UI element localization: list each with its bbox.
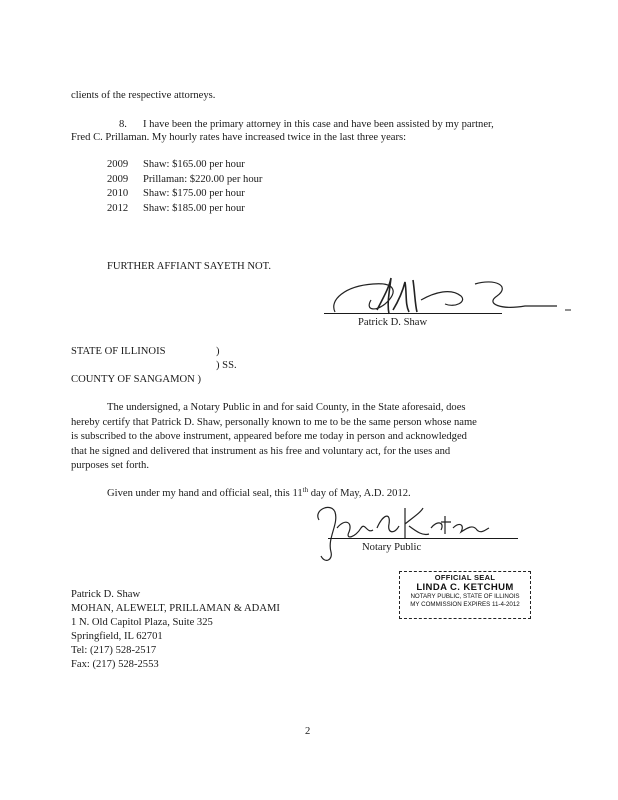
seal-title: OFFICIAL SEAL [434,573,496,582]
affiant-name: Patrick D. Shaw [358,317,428,328]
rate-year: 2009 [107,174,129,185]
venue-ss: ) SS. [216,360,237,371]
notary-text-line-5: purposes set forth. [71,460,149,471]
given-suffix: day of May, A.D. 2012. [308,488,411,499]
rate-text: Prillaman: $220.00 per hour [143,174,263,185]
rate-row [107,158,245,171]
notary-text-line-4: that he signed and delivered that instrument as his free and voluntary act, for the uses and [71,446,451,457]
contact-telephone: Tel: (217) 528-2517 [71,645,157,656]
seal-commission: MY COMMISSION EXPIRES 11-4-2012 [410,601,520,608]
contact-firm: MOHAN, ALEWELT, PRILLAMAN & ADAMI [71,603,280,614]
notary-text-line-1: The undersigned, a Notary Public in and for said County, in the State aforesaid, does [107,402,466,413]
rate-text: Shaw: $185.00 per hour [143,203,245,214]
venue-county: COUNTY OF SANGAMON ) [71,374,201,385]
rate-text: Shaw: $165.00 per hour [143,159,245,170]
paragraph-number: 8. [119,119,127,130]
seal-state: NOTARY PUBLIC, STATE OF ILLINOIS [410,593,520,600]
rate-row [107,187,245,200]
notary-text-line-3: is subscribed to the above instrument, appeared before me today in person and acknowledged [71,431,467,442]
rate-year: 2012 [107,203,129,214]
notary-public-label: Notary Public [362,542,422,553]
rate-year: 2009 [107,159,129,170]
contact-address-line-1: 1 N. Old Capitol Plaza, Suite 325 [71,617,213,628]
given-prefix: Given under my hand and official seal, this [107,488,293,499]
further-affiant-statement: FURTHER AFFIANT SAYETH NOT. [107,261,271,272]
notary-signature-line [328,538,518,539]
rate-text: Shaw: $175.00 per hour [143,188,245,199]
contact-address-line-2: Springfield, IL 62701 [71,631,163,642]
notary-signature [305,498,495,570]
affiant-signature-line [324,313,502,314]
notary-text-line-2: hereby certify that Patrick D. Shaw, personally known to me to be the same person whose name [71,417,477,428]
given-day: 11 [292,488,303,499]
contact-name: Patrick D. Shaw [71,589,141,600]
given-day-suffix: th [302,486,309,494]
rate-year: 2010 [107,188,129,199]
continuation-text: clients of the respective attorneys. [71,90,216,101]
venue-state: STATE OF ILLINOIS [71,346,166,357]
official-seal-stamp [399,571,531,619]
paragraph-8-line-2: Fred C. Prillaman. My hourly rates have increased twice in the last three years: [71,132,407,143]
contact-fax: Fax: (217) 528-2553 [71,659,159,670]
seal-notary-name: LINDA C. KETCHUM [416,582,514,593]
rate-row [107,173,262,186]
venue-paren: ) [216,346,220,357]
page-number: 2 [305,726,311,737]
rate-row [107,202,245,215]
paragraph-8-line-1: I have been the primary attorney in this case and have been assisted by my partner, [143,119,494,130]
